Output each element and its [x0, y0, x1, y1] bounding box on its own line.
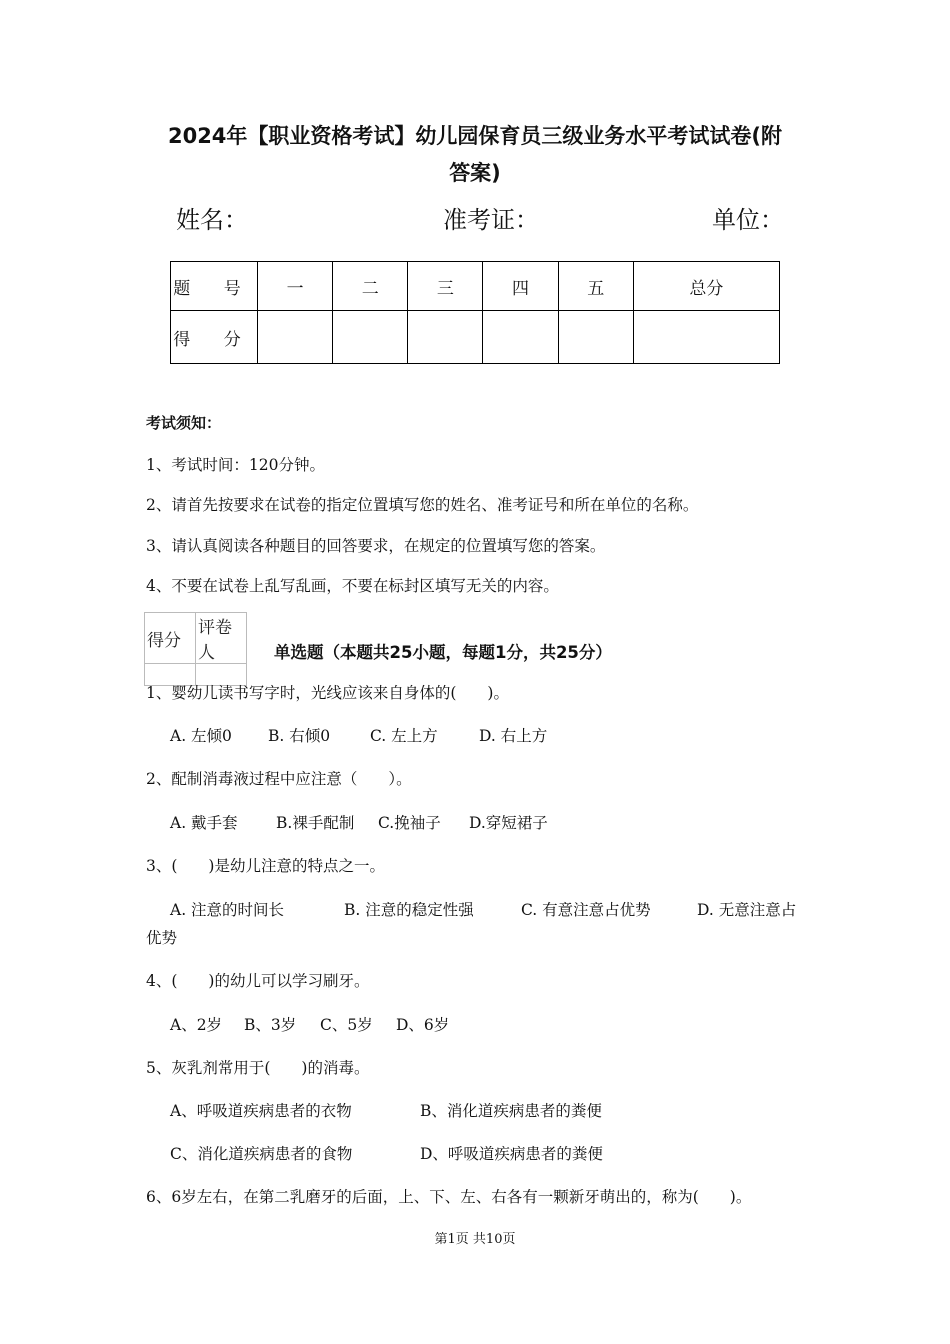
- score-cell-total[interactable]: [633, 311, 779, 364]
- grader-box: [144, 612, 247, 686]
- question-4-option-a[interactable]: A、2岁: [170, 1016, 223, 1034]
- question-2-stem: 2、配制消毒液过程中应注意（ ）。: [146, 770, 412, 788]
- question-1-option-d[interactable]: D. 右上方: [479, 727, 548, 745]
- question-3-option-d-wrap: 优势: [146, 929, 178, 947]
- question-3-option-b[interactable]: B. 注意的稳定性强: [344, 901, 474, 919]
- question-4-option-d[interactable]: D、6岁: [396, 1016, 450, 1034]
- score-table-col-1: 一: [258, 262, 333, 311]
- grader-score-label: 得分: [145, 613, 196, 664]
- score-table-col-2: 二: [333, 262, 408, 311]
- question-3-stem: 3、( )是幼儿注意的特点之一。: [146, 857, 385, 875]
- notes-title: 考试须知：: [146, 414, 222, 432]
- score-table-header-row: [171, 262, 780, 311]
- exam-number-label: 准考证：: [443, 206, 539, 234]
- score-cell-2[interactable]: [333, 311, 408, 364]
- score-table: [170, 261, 780, 364]
- note-item-2: 2、请首先按要求在试卷的指定位置填写您的姓名、准考证号和所在单位的名称。: [146, 496, 699, 514]
- question-5-option-a[interactable]: A、呼吸道疾病患者的衣物: [170, 1102, 352, 1120]
- section-title: 单选题（本题共25小题，每题1分，共25分）: [274, 643, 612, 662]
- score-table-col-total: 总分: [633, 262, 779, 311]
- question-3-option-d[interactable]: D. 无意注意占: [697, 901, 797, 919]
- score-table-header-label: 题 号: [171, 262, 258, 311]
- question-3-option-c[interactable]: C. 有意注意占优势: [521, 901, 651, 919]
- score-cell-4[interactable]: [483, 311, 558, 364]
- question-1-option-b[interactable]: B. 右倾0: [268, 727, 331, 745]
- name-label: 姓名：: [176, 206, 248, 234]
- question-2-option-d[interactable]: D.穿短裙子: [469, 814, 548, 832]
- note-item-4: 4、不要在试卷上乱写乱画，不要在标封区填写无关的内容。: [146, 577, 559, 595]
- question-5-option-b[interactable]: B、消化道疾病患者的粪便: [420, 1102, 602, 1120]
- unit-label: 单位：: [712, 206, 784, 234]
- question-6-stem: 6、6岁左右，在第二乳磨牙的后面，上、下、左、右各有一颗新牙萌出的，称为( )。: [146, 1188, 752, 1206]
- score-table-col-5: 五: [558, 262, 633, 311]
- note-item-3: 3、请认真阅读各种题目的回答要求，在规定的位置填写您的答案。: [146, 537, 606, 555]
- question-2-option-b[interactable]: B.裸手配制: [276, 814, 355, 832]
- question-4-stem: 4、( )的幼儿可以学习刷牙。: [146, 972, 370, 990]
- question-1-option-a[interactable]: A. 左倾0: [170, 727, 232, 745]
- question-5-option-c[interactable]: C、消化道疾病患者的食物: [170, 1145, 353, 1163]
- grader-reviewer-label: 评卷人: [196, 613, 247, 664]
- question-2-option-a[interactable]: A. 戴手套: [170, 814, 238, 832]
- score-cell-1[interactable]: [258, 311, 333, 364]
- title-line-1: 2024年【职业资格考试】幼儿园保育员三级业务水平考试试卷(附: [167, 124, 783, 148]
- score-cell-3[interactable]: [408, 311, 483, 364]
- score-table-col-3: 三: [408, 262, 483, 311]
- page-footer: 第1页 共10页: [434, 1232, 516, 1247]
- question-1-stem: 1、婴幼儿读书写字时，光线应该来自身体的( )。: [146, 684, 509, 702]
- note-item-1: 1、考试时间：120分钟。: [146, 456, 325, 474]
- question-4-option-b[interactable]: B、3岁: [244, 1016, 297, 1034]
- question-5-stem: 5、灰乳剂常用于( )的消毒。: [146, 1059, 370, 1077]
- score-cell-5[interactable]: [558, 311, 633, 364]
- title-line-2: 答案): [449, 161, 501, 185]
- question-1-option-c[interactable]: C. 左上方: [370, 727, 438, 745]
- score-table-score-row: [171, 311, 780, 364]
- document-title: [120, 118, 830, 192]
- question-5-option-d[interactable]: D、呼吸道疾病患者的粪便: [420, 1145, 603, 1163]
- question-3-option-a[interactable]: A. 注意的时间长: [170, 901, 285, 919]
- question-2-option-c[interactable]: C.挽袖子: [378, 814, 441, 832]
- question-4-option-c[interactable]: C、5岁: [320, 1016, 373, 1034]
- score-table-score-label: 得 分: [171, 311, 258, 364]
- score-table-col-4: 四: [483, 262, 558, 311]
